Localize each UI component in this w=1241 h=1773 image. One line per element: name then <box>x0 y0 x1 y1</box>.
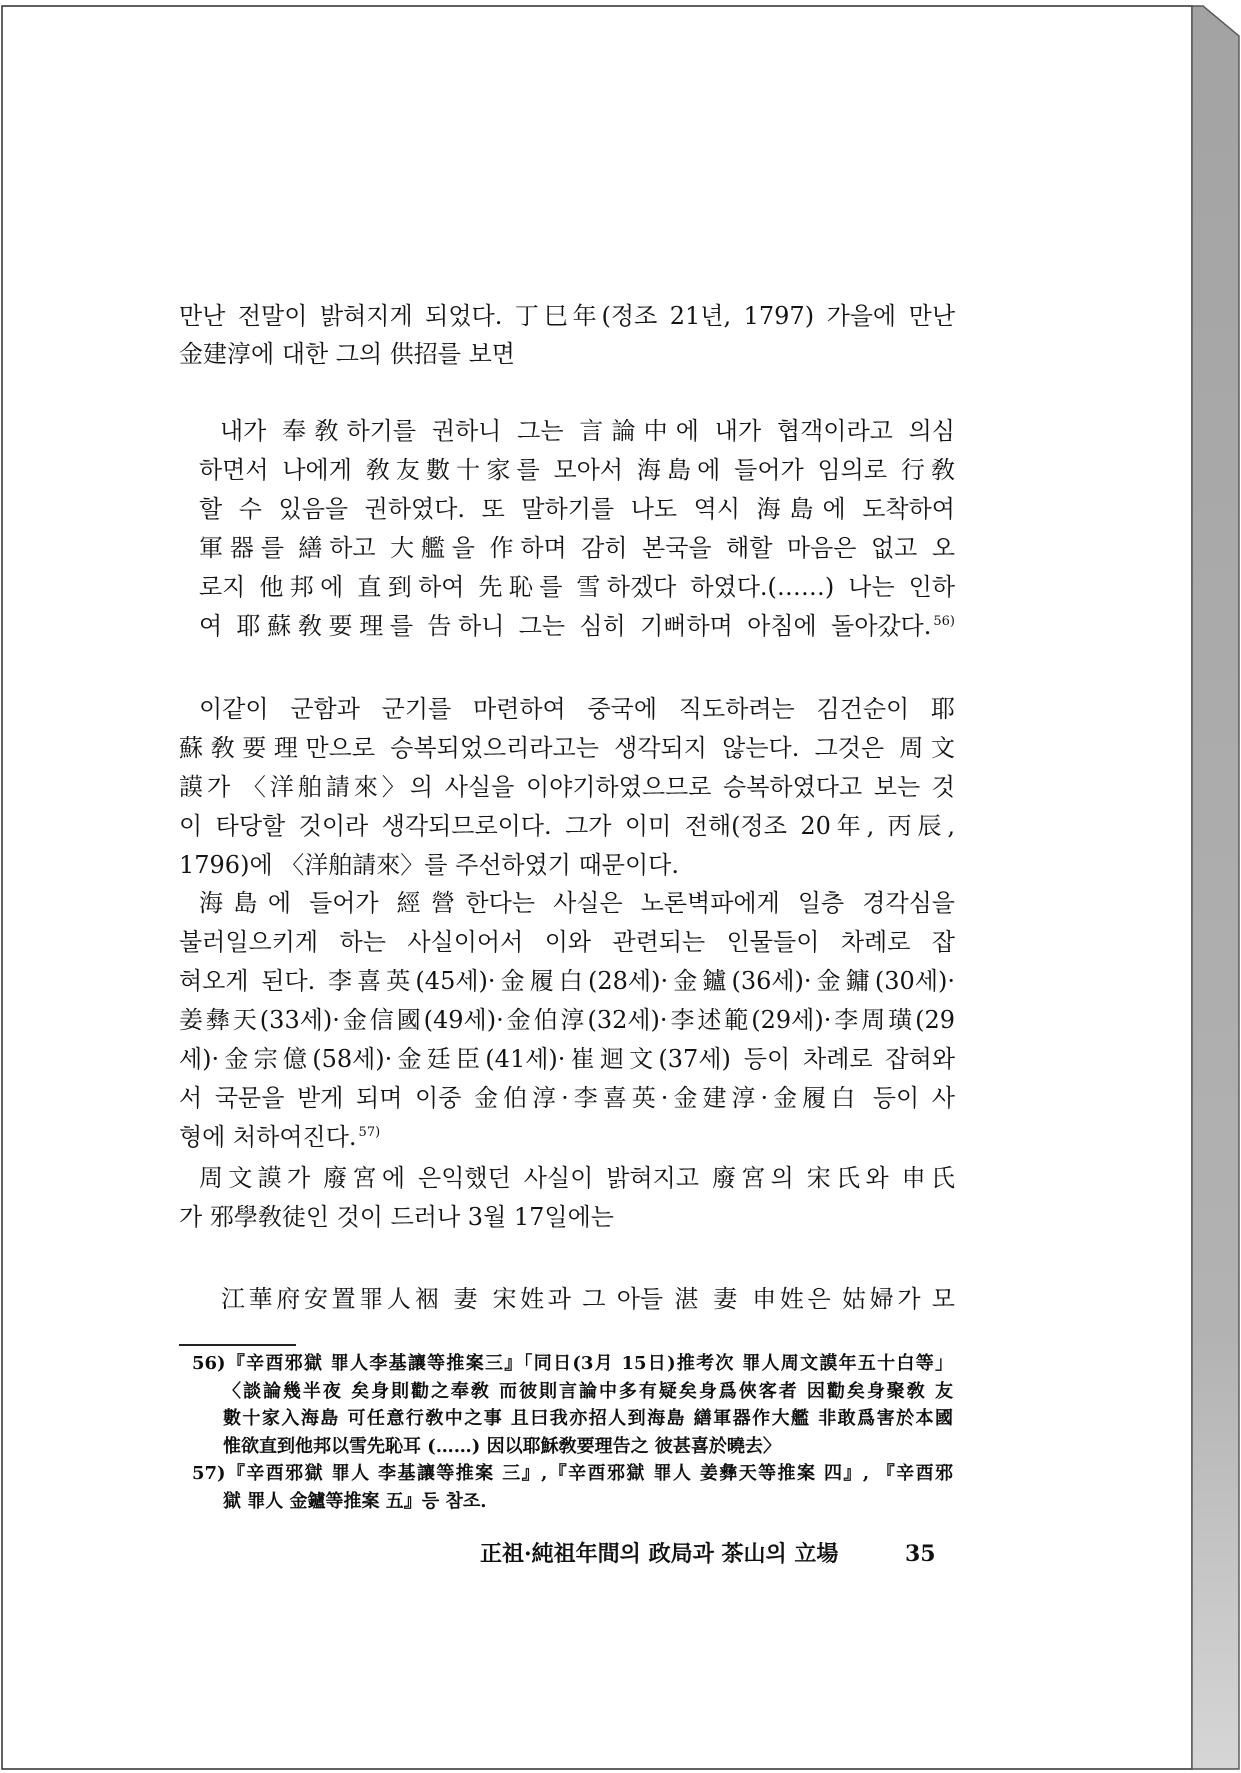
footnote-line: 惟欲直到他邦以雪先恥耳 (……) 因以耶穌敎要理告之 彼甚喜於曉去〉 <box>223 1435 781 1457</box>
footnotes <box>192 1350 953 1516</box>
paragraph <box>179 690 955 885</box>
quote-line: 하면서 나에게 敎友數十家를 모아서 海島에 들어가 임의로 行敎 <box>199 456 955 484</box>
paragraph-line: 만난 전말이 밝혀지게 되었다. 丁巳年(정조 21년, 1797) 가을에 만난 <box>179 302 955 330</box>
paragraph-line: 이같이 군함과 군기를 마련하여 중국에 직도하려는 김건순이 耶 <box>199 695 955 723</box>
paragraph-line: 불러일으키게 하는 사실이어서 이와 관련되는 인물들이 차례로 잡 <box>179 928 955 956</box>
block-quote <box>221 1280 955 1319</box>
paragraph <box>179 884 955 1157</box>
paragraph-line-text: 형에 처하여진다. <box>179 1123 357 1151</box>
footnote-ref: 56) <box>933 614 955 629</box>
quote-line <box>199 607 955 646</box>
page-edge-stack <box>1192 6 1239 1769</box>
quote-line: 江華府安置罪人裀 妻 宋姓과 그 아들 湛 妻 申姓은 姑婦가 모 <box>221 1285 955 1313</box>
paragraph-line: 가 邪學敎徒인 것이 드러나 3월 17일에는 <box>179 1203 614 1231</box>
quote-line: 軍器를 繕하고 大艦을 作하며 감히 본국을 해할 마음은 없고 오 <box>199 534 955 562</box>
footnote-separator <box>179 1344 296 1346</box>
quote-line: 할 수 있음을 권하였다. 또 말하기를 나도 역시 海島에 도착하여 <box>199 495 955 523</box>
quote-line-text: 여 耶蘇敎要理를 告하니 그는 심히 기뻐하며 아침에 돌아갔다. <box>199 612 932 640</box>
paragraph-line: 서 국문을 받게 되며 이중 金伯淳·李喜英·金建淳·金履白 등이 사 <box>179 1084 955 1112</box>
block-quote <box>199 412 955 646</box>
footnote-line: 56)『辛酉邪獄 罪人李基讓等推案三』「同日(3月 15日)推考次 罪人周文謨年五十白等」 <box>192 1353 953 1374</box>
paragraph-line: 姜彝天(33세)·金信國(49세)·金伯淳(32세)·李述範(29세)·李周璜(29 <box>179 1006 955 1034</box>
paragraph-line: 이 타당할 것이라 생각되므로이다. 그가 이미 전해(정조 20年, 丙辰, <box>179 812 955 840</box>
paragraph-line: 金建淳에 대한 그의 供招를 보면 <box>179 340 515 368</box>
footnote-line: 獄 罪人 金鑪等推案 五』등 참조. <box>223 1490 487 1512</box>
footnote-ref: 57) <box>358 1125 381 1140</box>
paragraph-line: 謨가 〈洋舶請來〉의 사실을 이야기하였으므로 승복하였다고 보는 것 <box>179 773 955 801</box>
paragraph-line: 蘇敎要理만으로 승복되었으리라고는 생각되지 않는다. 그것은 周文 <box>179 734 955 762</box>
footnote-line: 〈談論幾半夜 矣身則勸之奉敎 而彼則言論中多有疑矣身爲俠客者 因勸矣身聚敎 友 <box>223 1380 953 1402</box>
paragraph <box>179 297 955 373</box>
footnote-line: 57)『辛酉邪獄 罪人 李基讓等推案 三』,『辛酉邪獄 罪人 姜彝天等推案 四』, 『辛酉邪 <box>192 1463 953 1485</box>
quote-line: 로지 他邦에 直到하여 先恥를 雪하겠다 하였다.(……) 나는 인하 <box>199 573 955 601</box>
footnote-line: 數十家入海島 可任意行敎中之事 且曰我亦招人到海島 繕軍器作大艦 非敢爲害於本國 <box>223 1408 953 1430</box>
quote-line: 내가 奉敎하기를 권하니 그는 言論中에 내가 협객이라고 의심 <box>220 417 955 445</box>
paragraph-line <box>179 1118 955 1157</box>
paragraph <box>179 1159 955 1237</box>
paragraph-line: 周文謨가 廢宮에 은익했던 사실이 밝혀지고 廢宮의 宋氏와 申氏 <box>199 1164 955 1192</box>
paragraph-line: 1796)에 〈洋舶請來〉를 주선하였기 때문이다. <box>179 851 679 879</box>
running-head: 正祖·純祖年間의 政局과 茶山의 立場 <box>480 1541 839 1567</box>
paragraph-line: 세)·金宗億(58세)·金廷臣(41세)·崔迴文(37세) 등이 차례로 잡혀와 <box>179 1045 955 1073</box>
paragraph-line: 海島에 들어가 經營한다는 사실은 노론벽파에게 일층 경각심을 <box>199 889 955 917</box>
paragraph-line: 혀오게 된다. 李喜英(45세)·金履白(28세)·金鑪(36세)·金鏞(30세)· <box>179 967 955 995</box>
page-number: 35 <box>905 1541 936 1567</box>
